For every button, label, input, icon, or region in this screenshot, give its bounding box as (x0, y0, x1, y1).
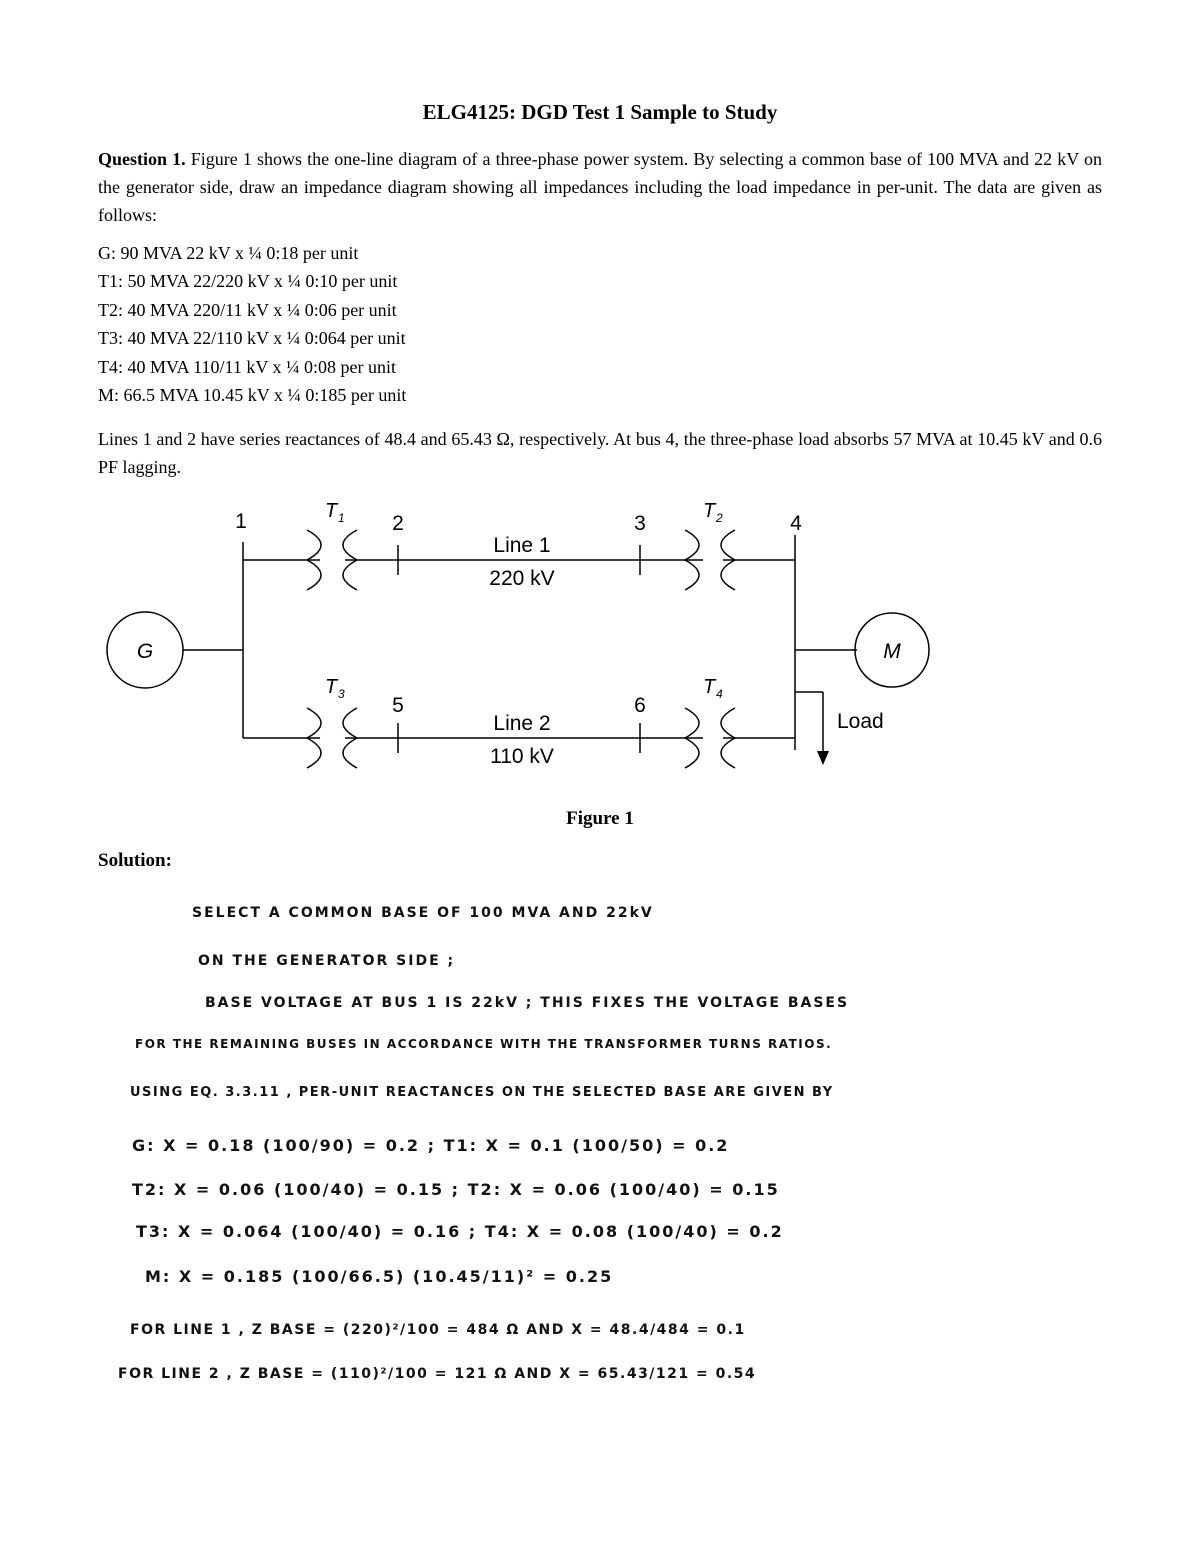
t2-subscript: 2 (716, 511, 723, 525)
t3-label: T (325, 676, 338, 698)
motor-label: M (883, 640, 901, 663)
t4-subscript: 4 (716, 687, 723, 701)
data-line-motor: M: 66.5 MVA 10.45 kV x ¼ 0:185 per unit (98, 385, 407, 406)
handwritten-line-6: G: X = 0.18 (100/90) = 0.2 ; T1: X = 0.1 (100/50) = 0.2 (132, 1136, 730, 1155)
handwritten-line-2: ON THE GENERATOR SIDE ; (198, 953, 456, 969)
generator-label: G (136, 640, 154, 663)
line-1-name: Line 1 (493, 534, 551, 557)
solution-label: Solution: (98, 850, 172, 871)
bus-4-label: 4 (790, 512, 802, 535)
handwritten-line-7: T2: X = 0.06 (100/40) = 0.15 ; T2: X = 0.06 (100/40) = 0.15 (132, 1180, 780, 1199)
data-line-t1: T1: 50 MVA 22/220 kV x ¼ 0:10 per unit (98, 271, 398, 292)
bus-3-label: 3 (634, 512, 646, 535)
line-1-voltage: 220 kV (489, 567, 555, 590)
data-line-generator: G: 90 MVA 22 kV x ¼ 0:18 per unit (98, 243, 359, 263)
data-line-t3: T3: 40 MVA 22/110 kV x ¼ 0:064 per unit (98, 328, 406, 349)
bus-1-label: 1 (235, 510, 247, 533)
bus-2-label: 2 (392, 512, 404, 535)
bus-6-label: 6 (634, 694, 646, 717)
handwritten-line-4: FOR THE REMAINING BUSES IN ACCORDANCE WITH THE TRANSFORMER TURNS RATIOS. (135, 1037, 833, 1051)
data-line-t2: T2: 40 MVA 220/11 kV x ¼ 0:06 per unit (98, 299, 397, 320)
t1-label: T (325, 500, 338, 522)
component-data-list (98, 239, 406, 409)
data-line-t4: T4: 40 MVA 110/11 kV x ¼ 0:08 per unit (98, 356, 397, 377)
handwritten-line-1: SELECT A COMMON BASE OF 100 MVA AND 22kV (192, 905, 654, 921)
handwritten-line-9: M: X = 0.185 (100/66.5) (10.45/11)² = 0.25 (145, 1267, 614, 1286)
t4-label: T (703, 676, 716, 698)
t2-label: T (703, 500, 716, 522)
line-2-name: Line 2 (493, 712, 551, 735)
t3-subscript: 3 (338, 687, 345, 701)
handwritten-line-5: USING EQ. 3.3.11 , PER-UNIT REACTANCES ON THE SELECTED BASE ARE GIVEN BY (130, 1085, 834, 1100)
one-line-diagram (95, 495, 945, 785)
question-paragraph (98, 145, 1102, 229)
lines-paragraph: Lines 1 and 2 have series reactances of 48.4 and 65.43 Ω, respectively. At bus 4, the three-phase load absorbs 57 MVA at 10.45 kV and 0.6 PF lagging. (98, 429, 1102, 477)
handwritten-line-8: T3: X = 0.064 (100/40) = 0.16 ; T4: X = 0.08 (100/40) = 0.2 (136, 1222, 784, 1241)
bus-5-label: 5 (392, 694, 404, 717)
page-title: ELG4125: DGD Test 1 Sample to Study (422, 100, 778, 124)
t1-subscript: 1 (338, 511, 345, 525)
figure-caption: Figure 1 (566, 808, 634, 829)
load-arrow-head (817, 751, 829, 765)
handwritten-line-10: FOR LINE 1 , Z BASE = (220)²/100 = 484 Ω AND X = 48.4/484 = 0.1 (130, 1322, 746, 1338)
handwritten-line-11: FOR LINE 2 , Z BASE = (110)²/100 = 121 Ω AND X = 65.43/121 = 0.54 (118, 1366, 757, 1382)
handwritten-line-3: BASE VOLTAGE AT BUS 1 IS 22kV ; THIS FIXES THE VOLTAGE BASES (205, 995, 850, 1011)
question-text: Figure 1 shows the one-line diagram of a three-phase power system. By selecting a common base of 100 MVA and 22 kV on the generator side, draw an impedance diagram showing all impedances including the load impedance in per-unit. The data are given as follows: (98, 149, 1103, 225)
line-2-voltage: 110 kV (490, 745, 554, 768)
load-label: Load (837, 710, 884, 733)
question-label: Question 1. (98, 149, 186, 169)
